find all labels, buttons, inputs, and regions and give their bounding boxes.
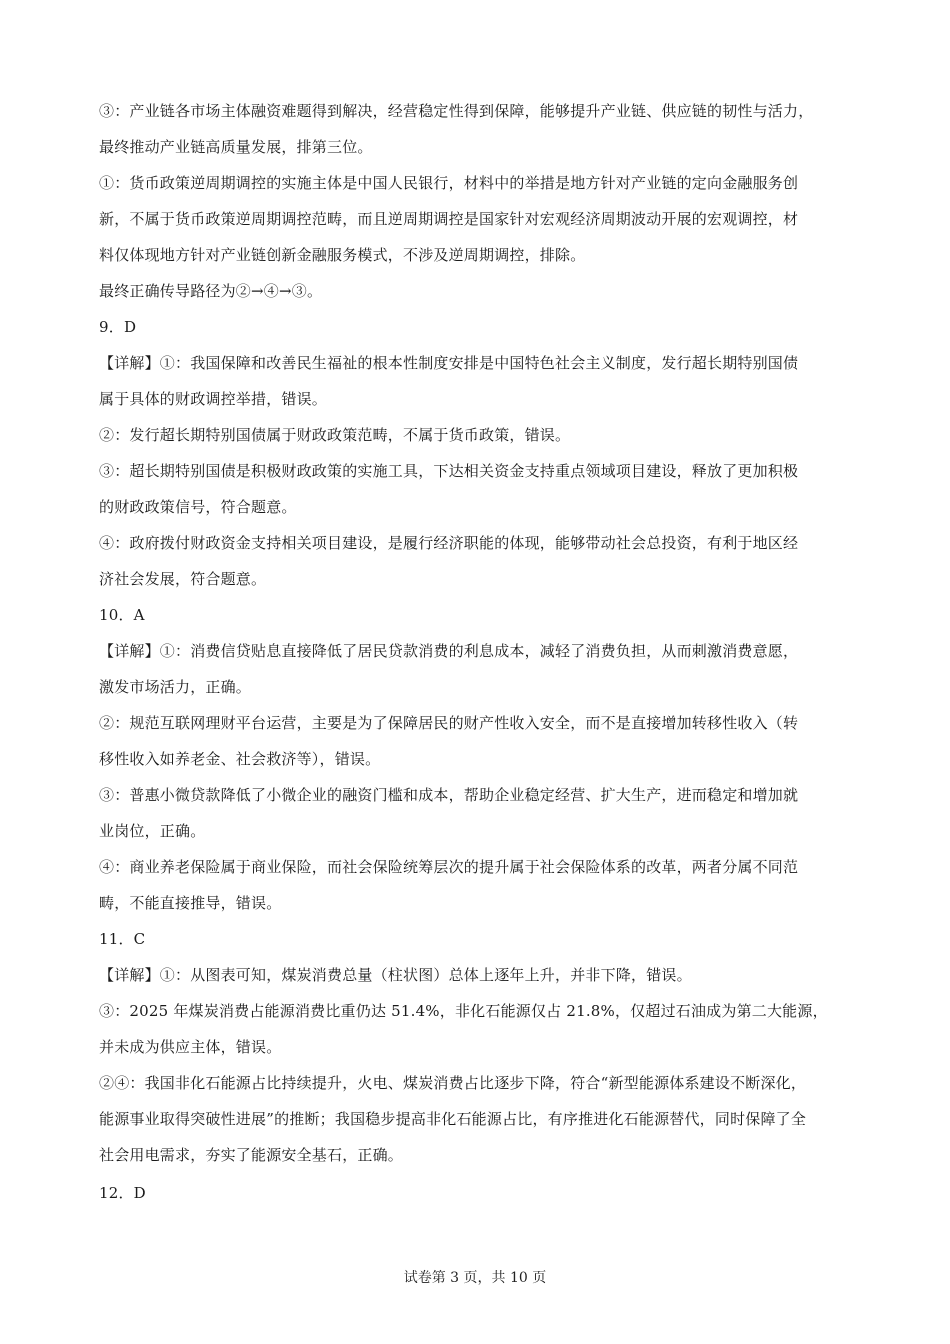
text-line: ①：货币政策逆周期调控的实施主体是中国人民银行，材料中的举措是地方针对产业链的定向金融服务创 — [99, 174, 799, 192]
answer-heading-9: 9．D — [99, 318, 137, 336]
text-line: 激发市场活力，正确。 — [99, 678, 252, 696]
text-line: 【详解】①：从图表可知，煤炭消费总量（柱状图）总体上逐年上升，并非下降，错误。 — [99, 966, 692, 984]
text-line: 最终正确传导路径为②→④→③。 — [99, 282, 323, 300]
text-line: 畴，不能直接推导，错误。 — [99, 894, 282, 912]
text-line: 新，不属于货币政策逆周期调控范畴，而且逆周期调控是国家针对宏观经济周期波动开展的宏观调控，材 — [99, 210, 799, 228]
answer-heading-10: 10．A — [99, 606, 145, 624]
text-line: ④：政府拨付财政资金支持相关项目建设，是履行经济职能的体现，能够带动社会总投资，有利于地区经 — [99, 534, 799, 552]
text-line: ②：规范互联网理财平台运营，主要是为了保障居民的财产性收入安全，而不是直接增加转移性收入（转 — [99, 714, 799, 732]
text-line: ②：发行超长期特别国债属于财政政策范畴，不属于货币政策，错误。 — [99, 426, 571, 444]
text-line: 最终推动产业链高质量发展，排第三位。 — [99, 138, 373, 156]
text-line: ②④：我国非化石能源占比持续提升，火电、煤炭消费占比逐步下降，符合“新型能源体系建设不断深化， — [99, 1074, 807, 1092]
text-line: 料仅体现地方针对产业链创新金融服务模式，不涉及逆周期调控，排除。 — [99, 246, 586, 264]
text-line: 的财政政策信号，符合题意。 — [99, 498, 297, 516]
text-line: 济社会发展，符合题意。 — [99, 570, 267, 588]
text-line: 【详解】①：我国保障和改善民生福祉的根本性制度安排是中国特色社会主义制度，发行超长期特别国债 — [99, 354, 799, 372]
text-line: ③：2025 年煤炭消费占能源消费比重仍达 51.4%，非化石能源仅占 21.8%，仅超过石油成为第二大能源， — [99, 1002, 828, 1020]
text-line: 属于具体的财政调控举措，错误。 — [99, 390, 328, 408]
text-line: ③：普惠小微贷款降低了小微企业的融资门槛和成本，帮助企业稳定经营、扩大生产，进而稳定和增加就 — [99, 786, 799, 804]
text-line: 并未成为供应主体，错误。 — [99, 1038, 282, 1056]
text-line: ④：商业养老保险属于商业保险，而社会保险统筹层次的提升属于社会保险体系的改革，两者分属不同范 — [99, 858, 799, 876]
answer-heading-11: 11．C — [99, 930, 146, 948]
page-footer: 试卷第 3 页，共 10 页 — [403, 1270, 547, 1286]
text-line: ③：超长期特别国债是积极财政政策的实施工具，下达相关资金支持重点领域项目建设，释放了更加积极 — [99, 462, 799, 480]
text-line: 社会用电需求，夯实了能源安全基石，正确。 — [99, 1146, 404, 1164]
text-line: ③：产业链各市场主体融资难题得到解决，经营稳定性得到保障，能够提升产业链、供应链的韧性与活力， — [99, 102, 814, 120]
text-line: 业岗位，正确。 — [99, 822, 206, 840]
text-line: 能源事业取得突破性进展”的推断；我国稳步提高非化石能源占比，有序推进化石能源替代，同时保障了全 — [99, 1110, 807, 1128]
text-line: 移性收入如养老金、社会救济等），错误。 — [99, 750, 381, 768]
answer-heading-12: 12．D — [99, 1184, 146, 1202]
text-line: 【详解】①：消费信贷贴息直接降低了居民贷款消费的利息成本，减轻了消费负担，从而刺激消费意愿， — [99, 642, 799, 660]
